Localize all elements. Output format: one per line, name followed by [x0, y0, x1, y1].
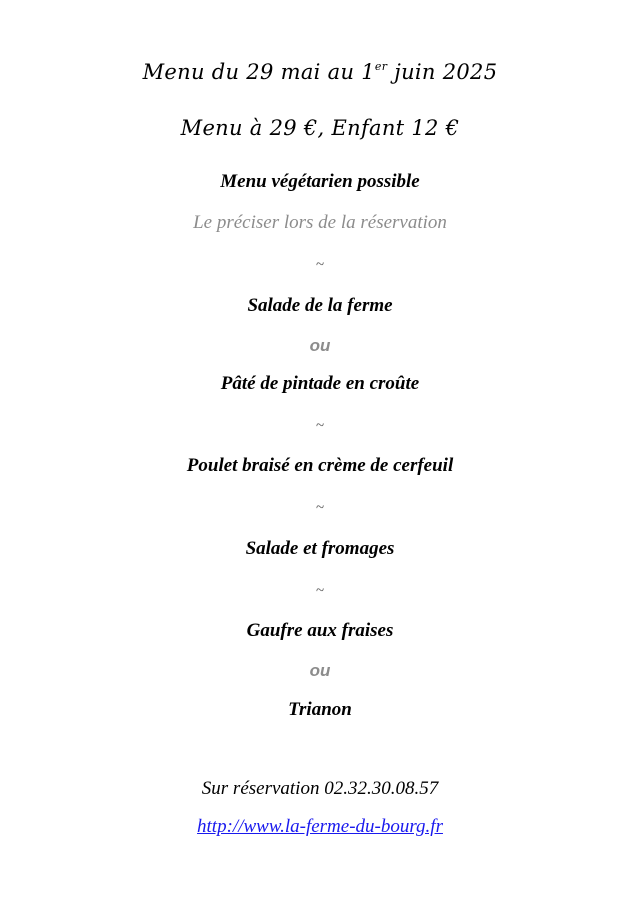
- website-line: [0, 816, 640, 838]
- vegetarian-title: Menu végétarien possible: [220, 171, 420, 192]
- course-cheese: Salade et fromages: [245, 538, 395, 559]
- course-main: Poulet braisé en crème de cerfeuil: [186, 455, 454, 476]
- or-label-starters: ou: [309, 336, 331, 355]
- separator-4: ~: [315, 583, 325, 599]
- or-label-desserts: ou: [309, 661, 331, 680]
- menu-dates-suffix: juin 2025: [387, 60, 498, 84]
- website-link[interactable]: http://www.la-ferme-du-bourg.fr: [197, 816, 443, 837]
- reservation-phone: Sur réservation 02.32.30.08.57: [201, 778, 439, 799]
- menu-dates-superscript: er: [374, 60, 388, 73]
- course-dessert-2: Trianon: [288, 699, 352, 720]
- course-starter-1: Salade de la ferme: [247, 295, 393, 316]
- vegetarian-note: Le préciser lors de la réservation: [193, 212, 447, 233]
- menu-dates-title: [0, 60, 640, 84]
- course-dessert-1: Gaufre aux fraises: [246, 620, 394, 641]
- menu-dates-prefix: Menu du 29 mai au 1: [142, 60, 375, 84]
- separator-1: ~: [315, 257, 325, 273]
- menu-price: Menu à 29 €, Enfant 12 €: [180, 116, 460, 140]
- separator-3: ~: [315, 500, 325, 516]
- course-starter-2: Pâté de pintade en croûte: [220, 373, 420, 394]
- separator-2: ~: [315, 418, 325, 434]
